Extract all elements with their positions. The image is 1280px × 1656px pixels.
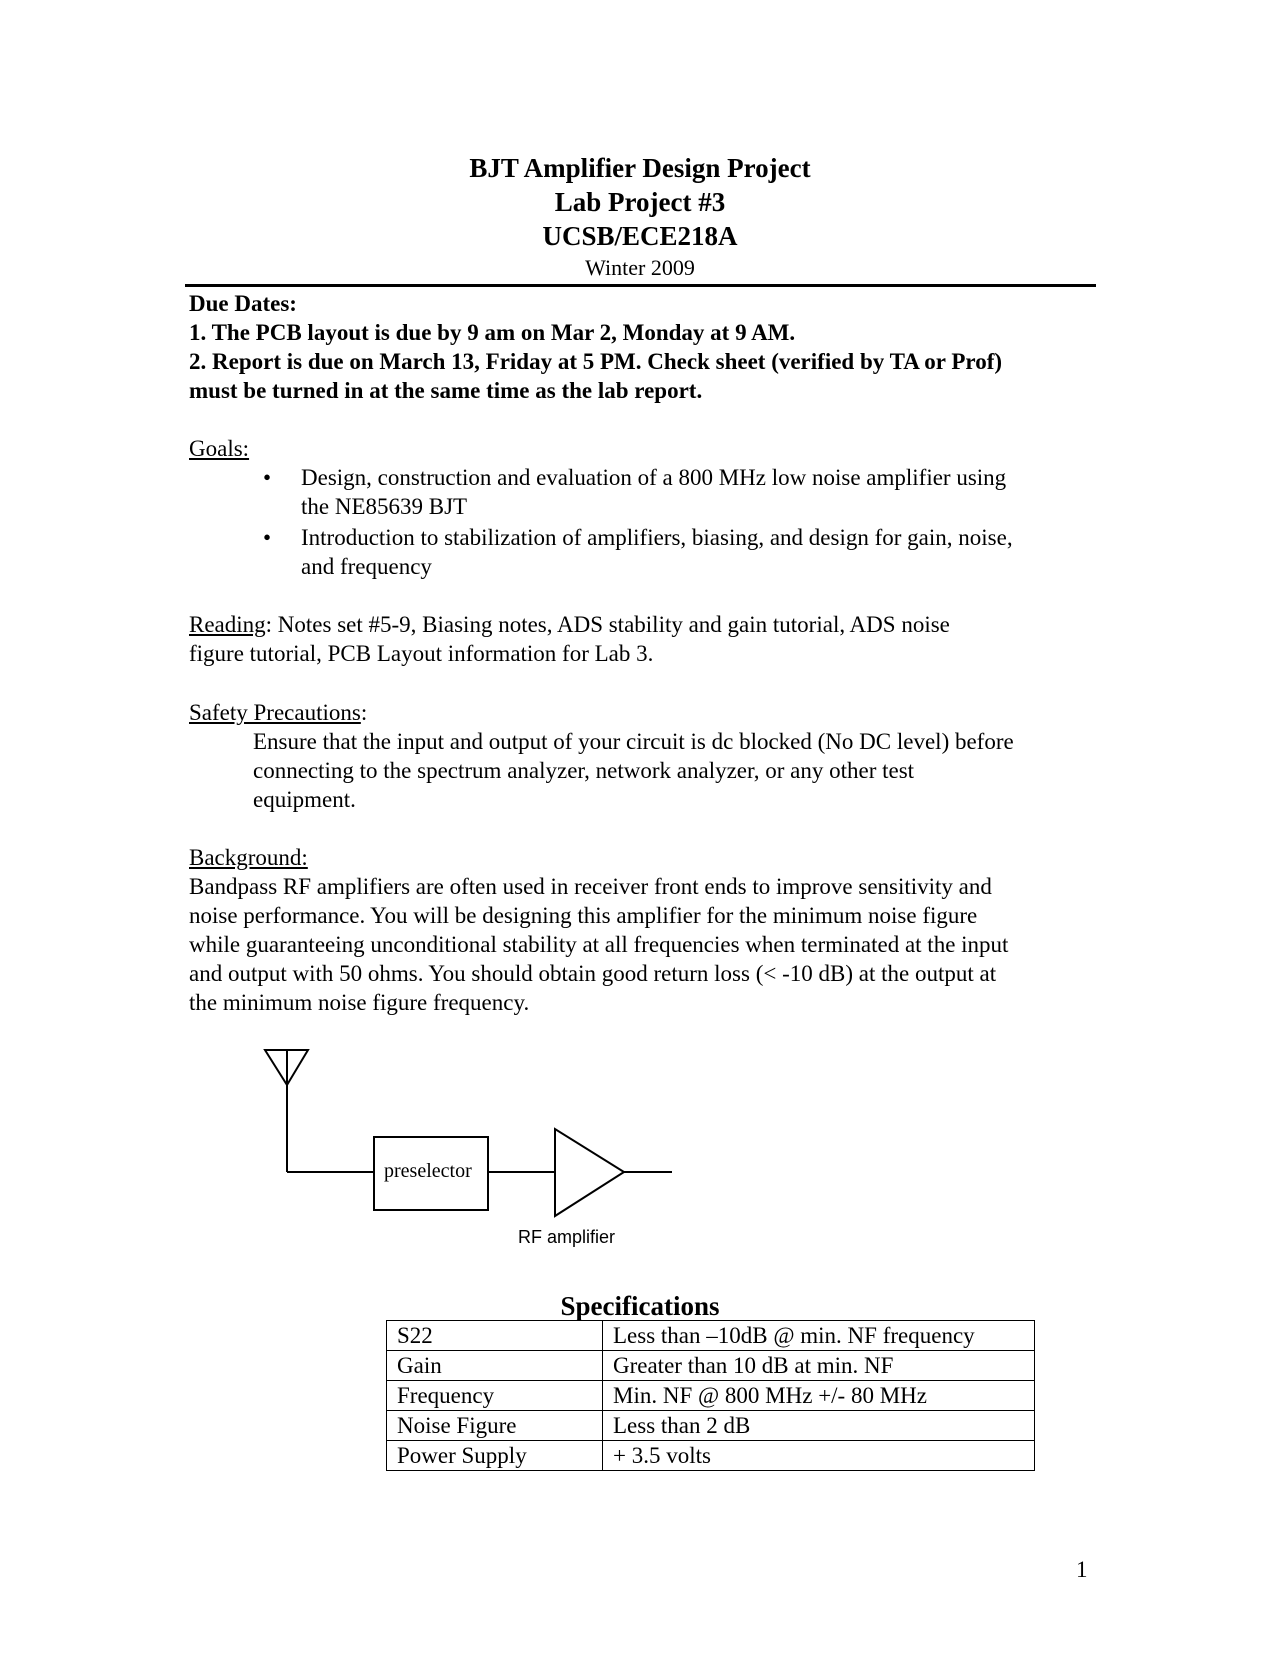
amplifier-triangle-icon	[555, 1129, 624, 1216]
table-row	[387, 1411, 1035, 1441]
spec-param: Noise Figure	[387, 1411, 603, 1441]
specifications-table	[386, 1320, 1035, 1471]
background-line: Bandpass RF amplifiers are often used in receiver front ends to improve sensitivity and	[189, 874, 992, 899]
spec-value: + 3.5 volts	[603, 1441, 1035, 1471]
safety-colon: :	[360, 700, 368, 725]
spec-param: Frequency	[387, 1381, 603, 1411]
table-row	[387, 1441, 1035, 1471]
bullet-icon: •	[263, 465, 272, 490]
reading-text: : Notes set #5-9, Biasing notes, ADS stability and gain tutorial, ADS noise	[265, 612, 950, 637]
goal-item-2: Introduction to stabilization of amplifiers, biasing, and design for gain, noise,	[301, 525, 1013, 550]
bullet-icon: •	[263, 525, 272, 550]
page-number: 1	[1076, 1557, 1088, 1582]
due-date-item-1: 1. The PCB layout is due by 9 am on Mar 2, Monday at 9 AM.	[189, 320, 796, 345]
reading-label: Reading	[189, 612, 266, 637]
goal-item-2-cont: and frequency	[301, 554, 432, 579]
safety-label: Safety Precautions	[189, 700, 361, 725]
spec-param: S22	[387, 1321, 603, 1351]
due-date-item-2: 2. Report is due on March 13, Friday at 5 PM. Check sheet (verified by TA or Prof)	[189, 349, 1003, 374]
spec-param: Gain	[387, 1351, 603, 1381]
due-date-item-2-cont: must be turned in at the same time as the lab report.	[189, 378, 703, 403]
spec-value: Less than –10dB @ min. NF frequency	[603, 1321, 1035, 1351]
doc-subtitle: Lab Project #3	[554, 187, 726, 217]
goal-item-1: Design, construction and evaluation of a 800 MHz low noise amplifier using	[301, 465, 1007, 490]
rf-amplifier-label: RF amplifier	[518, 1227, 616, 1247]
safety-line-1: Ensure that the input and output of your circuit is dc blocked (No DC level) before	[253, 729, 1014, 754]
table-row	[387, 1321, 1035, 1351]
reading-line-2: figure tutorial, PCB Layout information for Lab 3.	[189, 641, 654, 666]
term: Winter 2009	[585, 255, 695, 280]
table-row	[387, 1381, 1035, 1411]
spec-param: Power Supply	[387, 1441, 603, 1471]
goal-item-1-cont: the NE85639 BJT	[301, 494, 468, 519]
due-dates-heading: Due Dates:	[189, 291, 297, 316]
safety-line-3: equipment.	[253, 787, 356, 812]
background-heading: Background:	[189, 845, 308, 870]
course-code: UCSB/ECE218A	[542, 221, 738, 251]
specifications-title: Specifications	[560, 1291, 720, 1321]
background-line: the minimum noise figure frequency.	[189, 990, 530, 1015]
spec-value: Less than 2 dB	[603, 1411, 1035, 1441]
doc-title: BJT Amplifier Design Project	[469, 153, 811, 183]
safety-line-2: connecting to the spectrum analyzer, network analyzer, or any other test	[253, 758, 915, 783]
goals-heading: Goals:	[189, 436, 250, 461]
table-row	[387, 1351, 1035, 1381]
background-line: while guaranteeing unconditional stability at all frequencies when terminated at the input	[189, 932, 1009, 957]
spec-value: Min. NF @ 800 MHz +/- 80 MHz	[603, 1381, 1035, 1411]
spec-value: Greater than 10 dB at min. NF	[603, 1351, 1035, 1381]
preselector-label: preselector	[384, 1160, 472, 1182]
background-line: noise performance. You will be designing this amplifier for the minimum noise figure	[189, 903, 978, 928]
background-line: and output with 50 ohms. You should obtain good return loss (< -10 dB) at the output at	[189, 961, 997, 986]
